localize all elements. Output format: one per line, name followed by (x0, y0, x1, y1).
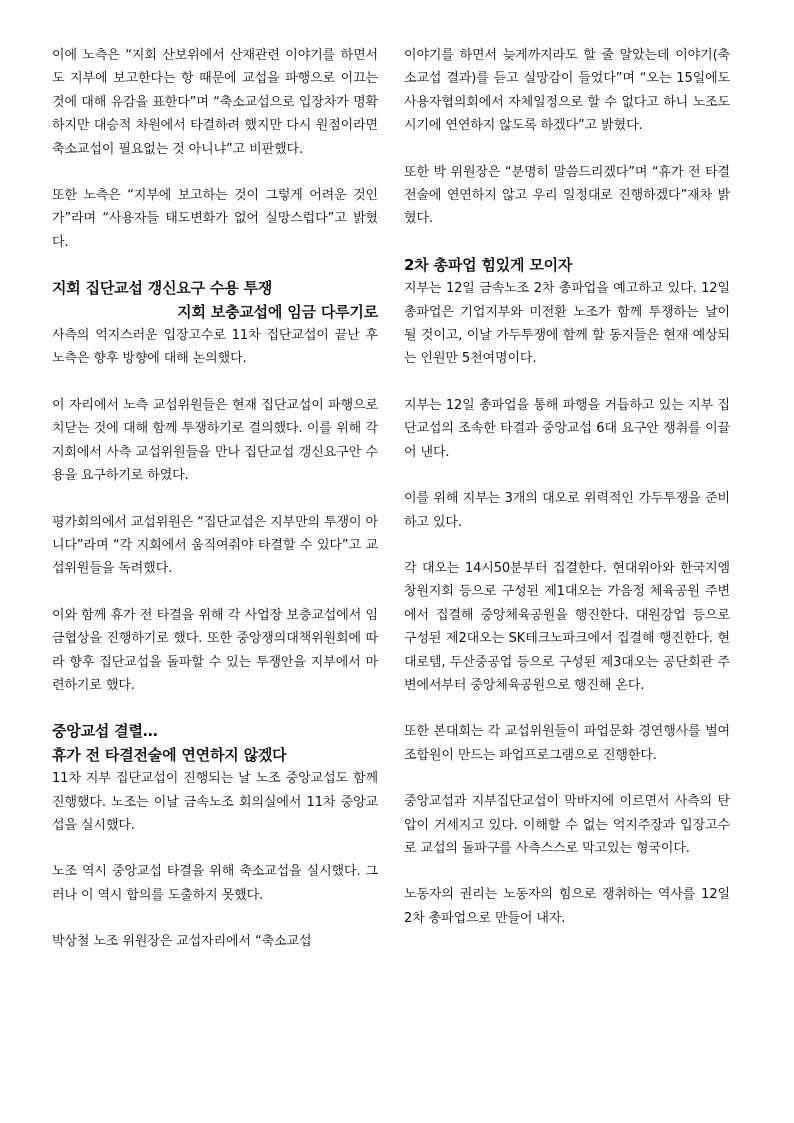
right-paragraph-1: 이야기를 하면서 늦게까지라도 할 줄 알았는데 이야기(축소교섭 결과)를 듣고 실망감이 들었다”며 “오는 15일에도 사용자협의회에서 자체일정으로 할 수 없다고 하니 노조도 시기에 연연하지 않도록 하겠다”고 밝혔다. (404, 48, 730, 134)
left-paragraph-5: 평가회의에서 교섭위원은 “집단교섭은 지부만의 투쟁이 아니다”라며 “각 지회에서 움직여줘야 타결할 수 있다”고 교섭위원들을 독려했다. (52, 514, 378, 577)
section-heading-1-line-1: 지회 집단교섭 갱신요구 수용 투쟁 (52, 279, 273, 298)
section-heading-1-line-2: 지회 보충교섭에 임금 다루기로 (177, 302, 378, 321)
right-paragraph-4: 지부는 12일 총파업을 통해 파행을 거듭하고 있는 지부 집단교섭의 조속한 타결과 중앙교섭 6대 요구안 쟁취를 이끌어 낸다. (404, 397, 730, 460)
right-column (404, 44, 730, 953)
right-paragraph-9: 노동자의 권리는 노동자의 힘으로 쟁취하는 역사를 12일 2차 총파업으로 만들어 내자. (404, 887, 730, 926)
right-paragraph-7: 또한 본대회는 각 교섭위원들이 파업문화 경연행사를 벌여 조합원이 만드는 파업프로그램으로 진행한다. (404, 724, 730, 763)
section-heading-2-line-2: 휴가 전 타결전술에 연연하지 않겠다 (52, 745, 287, 764)
right-paragraph-2: 또한 박 위원장은 “분명히 말씀드리겠다”며 “휴가 전 타결전술에 연연하지 않고 우리 일정대로 진행하겠다”재차 밝혔다. (404, 164, 730, 227)
right-paragraph-3: 지부는 12일 금속노조 2차 총파업을 예고하고 있다. 12일 총파업은 기업지부와 미전환 노조가 함께 투쟁하는 날이 될 것이고, 이날 가두투쟁에 함께 할 동지들은 현재 예상되는 인원만 5천여명이다. (404, 281, 730, 367)
right-paragraph-6: 각 대오는 14시50분부터 집결한다. 현대위아와 한국지엠창원지회 등으로 구성된 제1대오는 가음정 체육공원 주변에서 집결해 중앙체육공원을 행진한다. 대원강업 등으로 구성된 제2대오는 SK테크노파크에서 집결해 행진한다. 현대로템, 두산중공업 등으로 구성된 제3대오는 공단회관 주변에서부터 중앙체육공원으로 행진해 온다. (404, 560, 730, 693)
left-column (52, 44, 378, 977)
left-paragraph-4: 이 자리에서 노측 교섭위원들은 현재 집단교섭이 파행으로 치닫는 것에 대해 함께 투쟁하기로 결의했다. 이를 위해 각 지회에서 사측 교섭위원들을 만나 집단교섭 갱신요구안 수용을 요구하기로 하였다. (52, 397, 378, 484)
left-paragraph-8: 노조 역시 중앙교섭 타결을 위해 축소교섭을 실시했다. 그러나 이 역시 합의를 도출하지 못했다. (52, 864, 378, 903)
left-paragraph-3: 사측의 억지스러운 입장고수로 11차 집단교섭이 끝난 후 노측은 향후 방향에 대해 논의했다. (52, 328, 378, 367)
section-heading-wage-struggle (52, 277, 378, 324)
left-paragraph-6: 이와 함께 휴가 전 타결을 위해 각 사업장 보충교섭에서 임금협상을 진행하기로 했다. 또한 중앙쟁의대책위원회에 따라 향후 집단교섭을 돌파할 수 있는 투쟁안을 지부에서 마련하기로 했다. (52, 607, 378, 693)
section-heading-2-line-1: 중앙교섭 결렬… (52, 722, 158, 741)
left-paragraph-2: 또한 노측은 “지부에 보고하는 것이 그렇게 어려운 것인가”라며 “사용자들 태도변화가 없어 실망스럽다”고 밝혔다. (52, 188, 378, 250)
section-heading-general-strike: 2차 총파업 힘있게 모이자 (404, 255, 573, 274)
left-paragraph-7: 11차 지부 집단교섭이 진행되는 날 노조 중앙교섭도 함께 진행했다. 노조는 이날 금속노조 회의실에서 11차 중앙교섭을 실시했다. (52, 771, 378, 833)
right-paragraph-8: 중앙교섭과 지부집단교섭이 막바지에 이르면서 사측의 탄압이 거세지고 있다. 이해할 수 없는 억지주장과 입장고수로 교섭의 돌파구를 사측스스로 막고있는 형국이다. (404, 794, 730, 856)
section-heading-central-negotiation (52, 720, 378, 767)
left-paragraph-9: 박상철 노조 위원장은 교섭자리에서 “축소교섭 (52, 934, 312, 950)
right-paragraph-5: 이를 위해 지부는 3개의 대오로 위력적인 가두투쟁을 준비하고 있다. (404, 491, 730, 530)
left-paragraph-1: 이에 노측은 “지회 산보위에서 산재관련 이야기를 하면서도 지부에 보고한다는 항 때문에 교섭을 파행으로 이끄는 것에 대해 유감을 표한다”며 “축소교섭으로 입장차가 명확하지만 대승적 차원에서 타결하려 했지만 다시 원점이라면 축소교섭이 필요없는 것 아니냐”고 비판했다. (52, 48, 378, 157)
